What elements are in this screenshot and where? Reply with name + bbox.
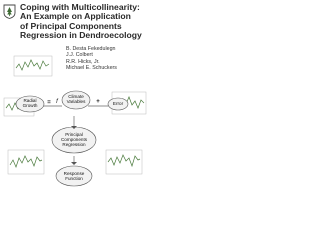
report-cover — [0, 0, 149, 198]
operator-f: f — [56, 99, 58, 105]
title-line-3: of Principal Components — [20, 20, 122, 31]
node-climate-variables — [62, 94, 90, 104]
node-pcr — [54, 132, 94, 148]
operator-plus: + — [96, 99, 100, 105]
node-label: Principal — [65, 132, 83, 137]
node-label: Growth — [22, 103, 38, 109]
operator-equals: = — [47, 100, 51, 106]
title-line-4: Regression in Dendroecology — [20, 30, 142, 41]
node-label: Response — [63, 171, 85, 176]
node-label: Function — [65, 176, 83, 182]
mini-chart-bottom-left — [8, 150, 44, 174]
node-label: Variables — [66, 99, 86, 105]
node-label: Regression — [62, 142, 86, 148]
node-error: Error — [112, 101, 124, 106]
mini-chart-bottom-right — [106, 150, 142, 174]
title-line-2: An Example on Application — [20, 11, 131, 22]
node-label: Components — [60, 137, 88, 143]
author-name: J.J. Colbert — [66, 52, 93, 59]
author-name: Michael E. Schuckers — [66, 65, 117, 72]
node-label: Radial — [23, 98, 37, 103]
mini-chart-top-left — [14, 56, 52, 76]
node-response-function — [58, 171, 90, 181]
node-radial-growth — [18, 98, 42, 108]
arrow-head-icon — [71, 162, 77, 165]
node-label: Climate — [68, 94, 84, 99]
title-line-1: Coping with Multicollinearity: — [20, 2, 140, 12]
author-name: B. Desta Fekedulegn — [66, 46, 116, 52]
author-name: R.R. Hicks, Jr. — [66, 58, 100, 65]
